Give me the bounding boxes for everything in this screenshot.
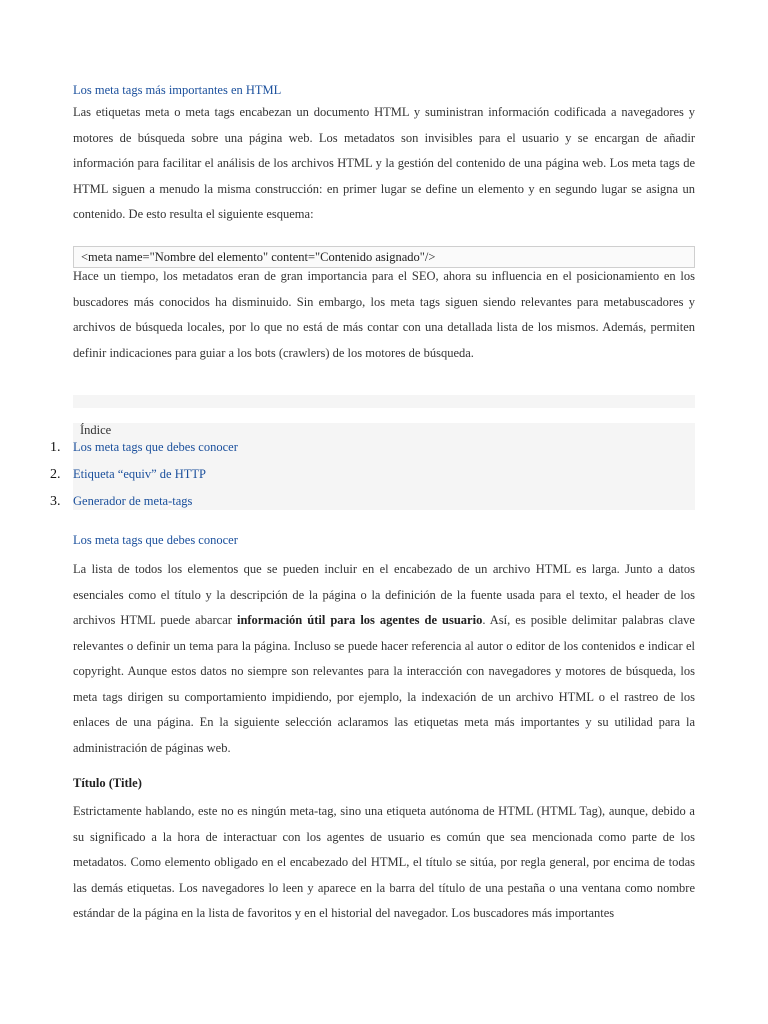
subheading-block (73, 775, 695, 791)
text-run: . Así, es posible delimitar palabras clave relevantes o definir un tema para la página. Incluso se puede hacer referencia al autor o editor de los contenidos e indicar el copyright. Aunque estos datos no siempre son relevantes para la interacción con navegadores y motores de búsqueda, los meta tags dirigen su comportamiento impidiendo, por ejemplo, la indexación de un archivo HTML o el rastreo de los enlaces de una página. En la siguiente selección aclaramos las etiquetas meta más importantes y su utilidad para la administración de páginas web. (73, 613, 695, 755)
toc-title: Índice (80, 423, 112, 437)
section3-paragraph-block (73, 799, 695, 927)
intro-paragraph-block (73, 100, 695, 228)
toc-link-meta-tags[interactable]: Los meta tags que debes conocer (73, 440, 238, 454)
toc-list (50, 434, 238, 515)
toc-item-number: 3. (50, 493, 61, 509)
intro-paragraph: Las etiquetas meta o meta tags encabezan un documento HTML y suministran información codificada a navegadores y motores de búsqueda sobre una página web. Los metadatos son invisibles para el usuario y se encargan de añadir información para facilitar el análisis de los archivos HTML y la gestión del contenido de una página web. Los meta tags de HTML siguen a menudo la misma construcción: en primer lugar se define un elemento y en segundo lugar se asigna un contenido. De esto resulta el siguiente esquema: (73, 105, 695, 221)
after-code-paragraph: Hace un tiempo, los metadatos eran de gran importancia para el SEO, ahora su influencia en el posicionamiento en los buscadores más conocidos ha disminuido. Sin embargo, los meta tags siguen siendo relevantes para metabuscadores y archivos de búsqueda locales, por lo que no está de más contar con una detallada lista de los mismos. Además, permiten definir indicaciones para guiar a los bots (crawlers) de los motores de búsqueda. (73, 269, 695, 360)
subheading-title: Título (Title) (73, 776, 142, 790)
after-code-paragraph-block (73, 264, 695, 366)
toc-item-number: 1. (50, 439, 61, 455)
toc-link-http-equiv[interactable]: Etiqueta “equiv” de HTTP (73, 467, 206, 481)
toc-item[interactable] (50, 488, 238, 515)
text-run: La lista de todos los elementos que se pueden incluir en el encabezado de un archivo HTML es larga. Junto a datos esenciales como el título y la descripción de la página o la definición de la fuente usada para el texto, el header de los archivos HTML puede abarcar (73, 562, 695, 627)
bold-phrase: información útil para los agentes de usuario (236, 613, 483, 627)
toc-item[interactable] (50, 434, 238, 461)
section2-paragraph (73, 557, 695, 761)
section-heading-meta-tags[interactable] (73, 82, 695, 98)
section2-paragraph-block (73, 557, 695, 761)
section-heading-block[interactable] (73, 532, 695, 548)
code-example-text: <meta name="Nombre del elemento" content="Contenido asignado"/> (81, 250, 436, 264)
toc-link-generator[interactable]: Generador de meta-tags (73, 494, 193, 508)
section-heading-link[interactable]: Los meta tags que debes conocer (73, 533, 238, 547)
heading-link[interactable]: Los meta tags más importantes en HTML (73, 83, 282, 97)
section3-paragraph: Estrictamente hablando, este no es ningún meta-tag, sino una etiqueta autónoma de HTML (HTML Tag), aunque, debido a su significado a la hora de interactuar con los agentes de usuario es común que sea mencionada como parte de los metadatos. Como elemento obligado en el encabezado del HTML, el título se sitúa, por regla general, por encima de todas las demás etiquetas. Los navegadores lo leen y aparece en la barra del título de una pestaña o una ventana como nombre estándar de la página en la lista de favoritos y en el historial del navegador. Los buscadores más importantes (73, 804, 695, 920)
toc-item-number: 2. (50, 466, 61, 482)
toc-item[interactable] (50, 461, 238, 488)
toc-top-band (73, 395, 695, 408)
